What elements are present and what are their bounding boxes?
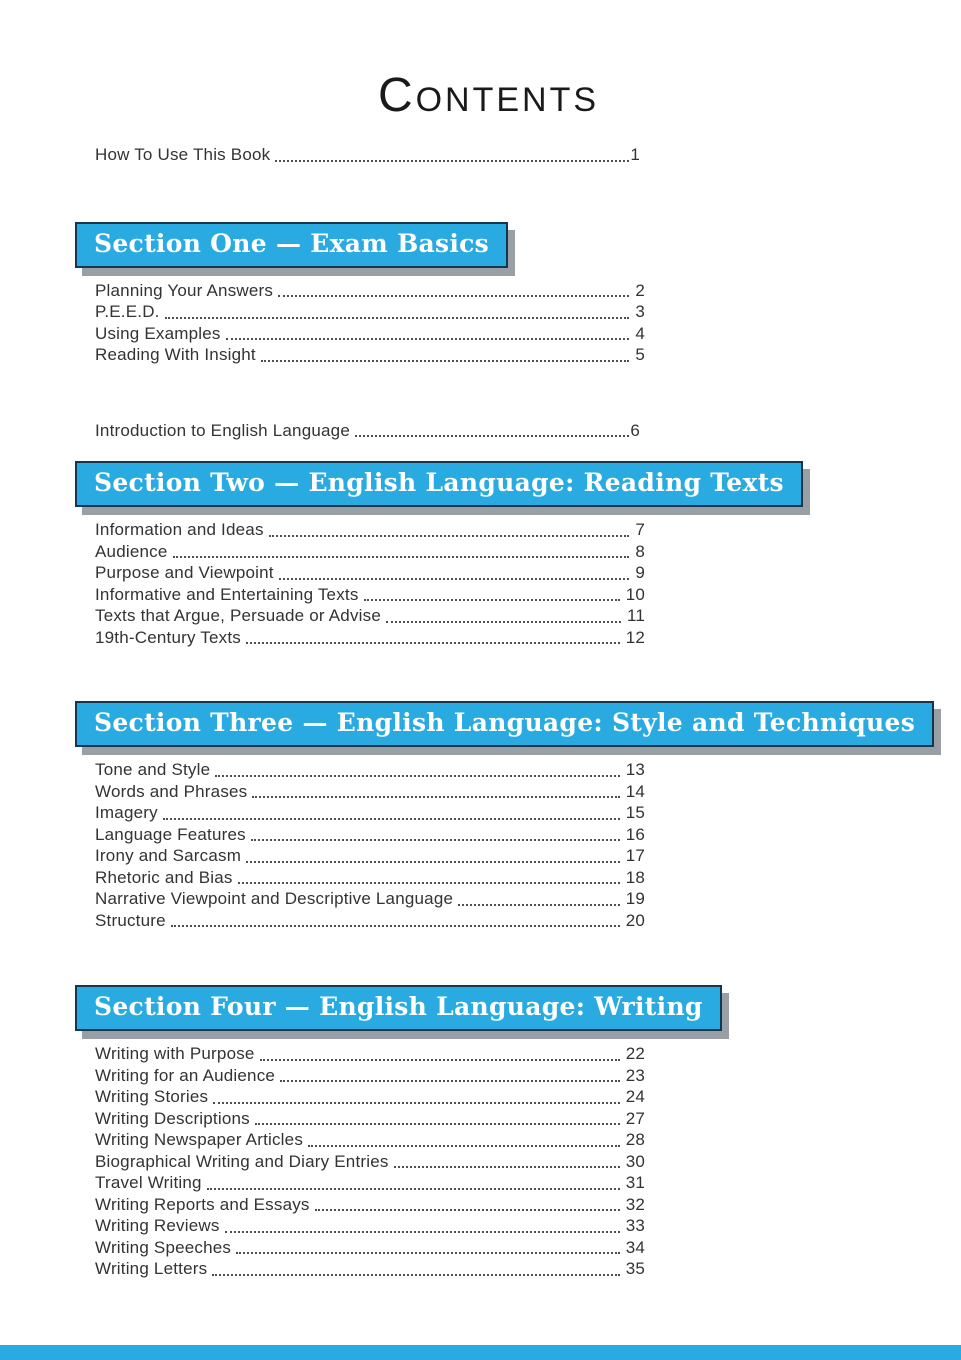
toc-entry-introduction-to-english-language — [95, 420, 640, 442]
toc-entry-page: 16 — [625, 824, 645, 844]
page-title — [8, 0, 961, 120]
toc-entry — [95, 1258, 645, 1280]
dot-leader — [308, 1145, 620, 1147]
dot-leader — [275, 160, 629, 162]
section-banner-wrap — [0, 701, 961, 747]
toc-entry — [95, 1065, 645, 1087]
dot-leader — [278, 295, 629, 297]
toc-entry — [95, 1151, 645, 1173]
toc-entry — [95, 802, 645, 824]
toc-entry-page: 17 — [625, 846, 645, 865]
toc-entry-label: Writing Stories — [95, 1087, 209, 1106]
dot-leader — [163, 818, 620, 820]
section-entries — [95, 1043, 961, 1280]
section-banner — [75, 461, 803, 507]
toc-entry — [95, 1086, 645, 1108]
toc-entry — [95, 845, 645, 867]
toc-entry-page: 1 — [630, 145, 640, 164]
toc-entry-label: Structure — [95, 910, 166, 930]
toc-entry-page: 23 — [625, 1065, 645, 1085]
dot-leader — [251, 839, 620, 841]
toc-entry — [95, 759, 645, 781]
section-entries — [95, 280, 961, 366]
toc-entry — [95, 781, 645, 803]
toc-entry-page: 34 — [625, 1237, 645, 1257]
toc-entry-label: Texts that Argue, Persuade or Advise — [95, 606, 381, 625]
dot-leader — [165, 317, 630, 319]
toc-entry-page: 2 — [635, 280, 645, 300]
toc-entry-label: Purpose and Viewpoint — [95, 563, 274, 582]
section-banner-wrap — [0, 461, 961, 507]
toc-entry-label: Biographical Writing and Diary Entries — [95, 1151, 389, 1171]
toc-entry — [95, 1043, 645, 1065]
toc-entry-page: 11 — [626, 606, 645, 625]
dot-leader — [207, 1188, 620, 1190]
toc-entry-page: 13 — [625, 760, 645, 779]
toc-entry-page: 6 — [630, 420, 640, 440]
toc-entry — [95, 1194, 645, 1216]
dot-leader — [255, 1123, 620, 1125]
toc-entry-label: Using Examples — [95, 323, 221, 343]
section-entries — [95, 759, 961, 931]
page-title-rest: ONTENTS — [415, 81, 600, 119]
page-title-initial: C — [377, 69, 416, 122]
toc-entry-label: Travel Writing — [95, 1173, 202, 1192]
section-title: Section Two — English Language: Reading Texts — [94, 468, 784, 497]
section-one-exam-basics — [0, 222, 961, 366]
toc-entry-page: 9 — [635, 563, 645, 582]
toc-entry-label: Writing Newspaper Articles — [95, 1130, 304, 1149]
toc-entry-page: 12 — [625, 627, 645, 647]
section-four-writing — [0, 985, 961, 1280]
toc-entry-page: 8 — [635, 541, 645, 561]
dot-leader — [386, 621, 621, 623]
toc-entry-label: 19th-Century Texts — [95, 627, 241, 647]
toc-entry-label: Imagery — [95, 803, 158, 822]
toc-entry — [95, 1129, 645, 1151]
dot-leader — [225, 1231, 620, 1233]
toc-entry-page: 20 — [625, 910, 645, 930]
toc-entry-how-to-use-this-book — [95, 144, 640, 166]
dot-leader — [315, 1209, 620, 1211]
toc-entry-page: 27 — [625, 1108, 645, 1128]
toc-entry-page: 19 — [625, 889, 645, 908]
toc-entry — [95, 1215, 645, 1237]
toc-entry-page: 18 — [625, 867, 645, 887]
toc-entry — [95, 323, 645, 345]
section-entries — [95, 519, 961, 648]
dot-leader — [279, 578, 630, 580]
toc-entry-label: Writing Reports and Essays — [95, 1194, 310, 1214]
dot-leader — [260, 1059, 620, 1061]
toc-entry — [95, 1172, 645, 1194]
dot-leader — [280, 1080, 620, 1082]
toc-entry-page: 5 — [635, 345, 645, 364]
toc-entry-label: Words and Phrases — [95, 781, 248, 801]
toc-entry-label: Reading With Insight — [95, 345, 256, 364]
section-two-reading-texts — [0, 461, 961, 648]
section-three-style-and-techniques — [0, 701, 961, 931]
toc-entry-label: Narrative Viewpoint and Descriptive Language — [95, 889, 454, 908]
toc-entry-label: How To Use This Book — [95, 145, 271, 164]
toc-entry — [95, 344, 645, 366]
dot-leader — [246, 861, 620, 863]
dot-leader — [364, 599, 620, 601]
dot-leader — [355, 435, 629, 437]
section-title: Section One — Exam Basics — [94, 228, 490, 258]
toc-entry — [95, 280, 645, 302]
toc-entry-page: 32 — [625, 1194, 645, 1214]
dot-leader — [173, 556, 630, 558]
bottom-accent-bar — [0, 1345, 961, 1360]
toc-entry-label: Irony and Sarcasm — [95, 846, 242, 865]
toc-entry-page: 3 — [635, 302, 645, 321]
section-title: Section Three — English Language: Style and Techniques — [94, 708, 916, 737]
dot-leader — [215, 775, 619, 777]
toc-entry-page: 35 — [625, 1259, 645, 1278]
toc-entry-page: 30 — [625, 1151, 645, 1171]
toc-entry-page: 28 — [625, 1130, 645, 1149]
toc-entry-label: Writing Descriptions — [95, 1108, 250, 1128]
toc-entry-page: 33 — [625, 1216, 645, 1235]
toc-entry-label: Writing Reviews — [95, 1216, 220, 1235]
dot-leader — [252, 796, 619, 798]
toc-entry-page: 14 — [625, 781, 645, 801]
toc-entry-label: Rhetoric and Bias — [95, 867, 233, 887]
toc-entry — [95, 867, 645, 889]
dot-leader — [171, 925, 620, 927]
toc-entry-label: Writing for an Audience — [95, 1065, 276, 1085]
dot-leader — [238, 882, 620, 884]
section-banner — [75, 985, 722, 1031]
toc-entry — [95, 888, 645, 910]
toc-entry — [95, 824, 645, 846]
toc-entry — [95, 1108, 645, 1130]
toc-entry-label: Writing Speeches — [95, 1237, 232, 1257]
toc-entry — [95, 301, 645, 323]
toc-entry-label: Planning Your Answers — [95, 280, 274, 300]
dot-leader — [212, 1274, 619, 1276]
toc-entry-label: Language Features — [95, 824, 246, 844]
toc-entry-page: 4 — [635, 323, 645, 343]
toc-entry-label: P.E.E.D. — [95, 302, 160, 321]
toc-entry — [95, 562, 645, 584]
toc-entry — [95, 605, 645, 627]
toc-entry-page: 10 — [625, 584, 645, 604]
dot-leader — [458, 904, 620, 906]
dot-leader — [394, 1166, 620, 1168]
toc-entry — [95, 584, 645, 606]
toc-entry-label: Audience — [95, 541, 168, 561]
toc-entry — [95, 541, 645, 563]
dot-leader — [213, 1102, 619, 1104]
dot-leader — [226, 338, 630, 340]
toc-entry-label: Introduction to English Language — [95, 420, 350, 440]
dot-leader — [269, 535, 630, 537]
toc-entry-page: 31 — [625, 1173, 645, 1192]
section-banner-wrap — [0, 985, 961, 1031]
section-banner-wrap — [0, 222, 961, 268]
toc-entry-label: Writing Letters — [95, 1259, 208, 1278]
dot-leader — [236, 1252, 620, 1254]
toc-entry — [95, 910, 645, 932]
toc-entry-label: Tone and Style — [95, 760, 211, 779]
toc-entry — [95, 519, 645, 541]
dot-leader — [246, 642, 620, 644]
toc-entry-label: Writing with Purpose — [95, 1044, 255, 1063]
dot-leader — [261, 360, 629, 362]
toc-entry-page: 22 — [625, 1044, 645, 1063]
toc-entry — [95, 1237, 645, 1259]
toc-entry-page: 24 — [625, 1087, 645, 1106]
toc-entry-page: 15 — [625, 803, 645, 822]
section-title: Section Four — English Language: Writing — [94, 992, 703, 1021]
toc-entry — [95, 627, 645, 649]
toc-entry-label: Informative and Entertaining Texts — [95, 584, 359, 604]
section-banner — [75, 222, 508, 268]
toc-entry-page: 7 — [635, 520, 645, 539]
toc-entry-label: Information and Ideas — [95, 520, 264, 539]
section-banner — [75, 701, 934, 747]
